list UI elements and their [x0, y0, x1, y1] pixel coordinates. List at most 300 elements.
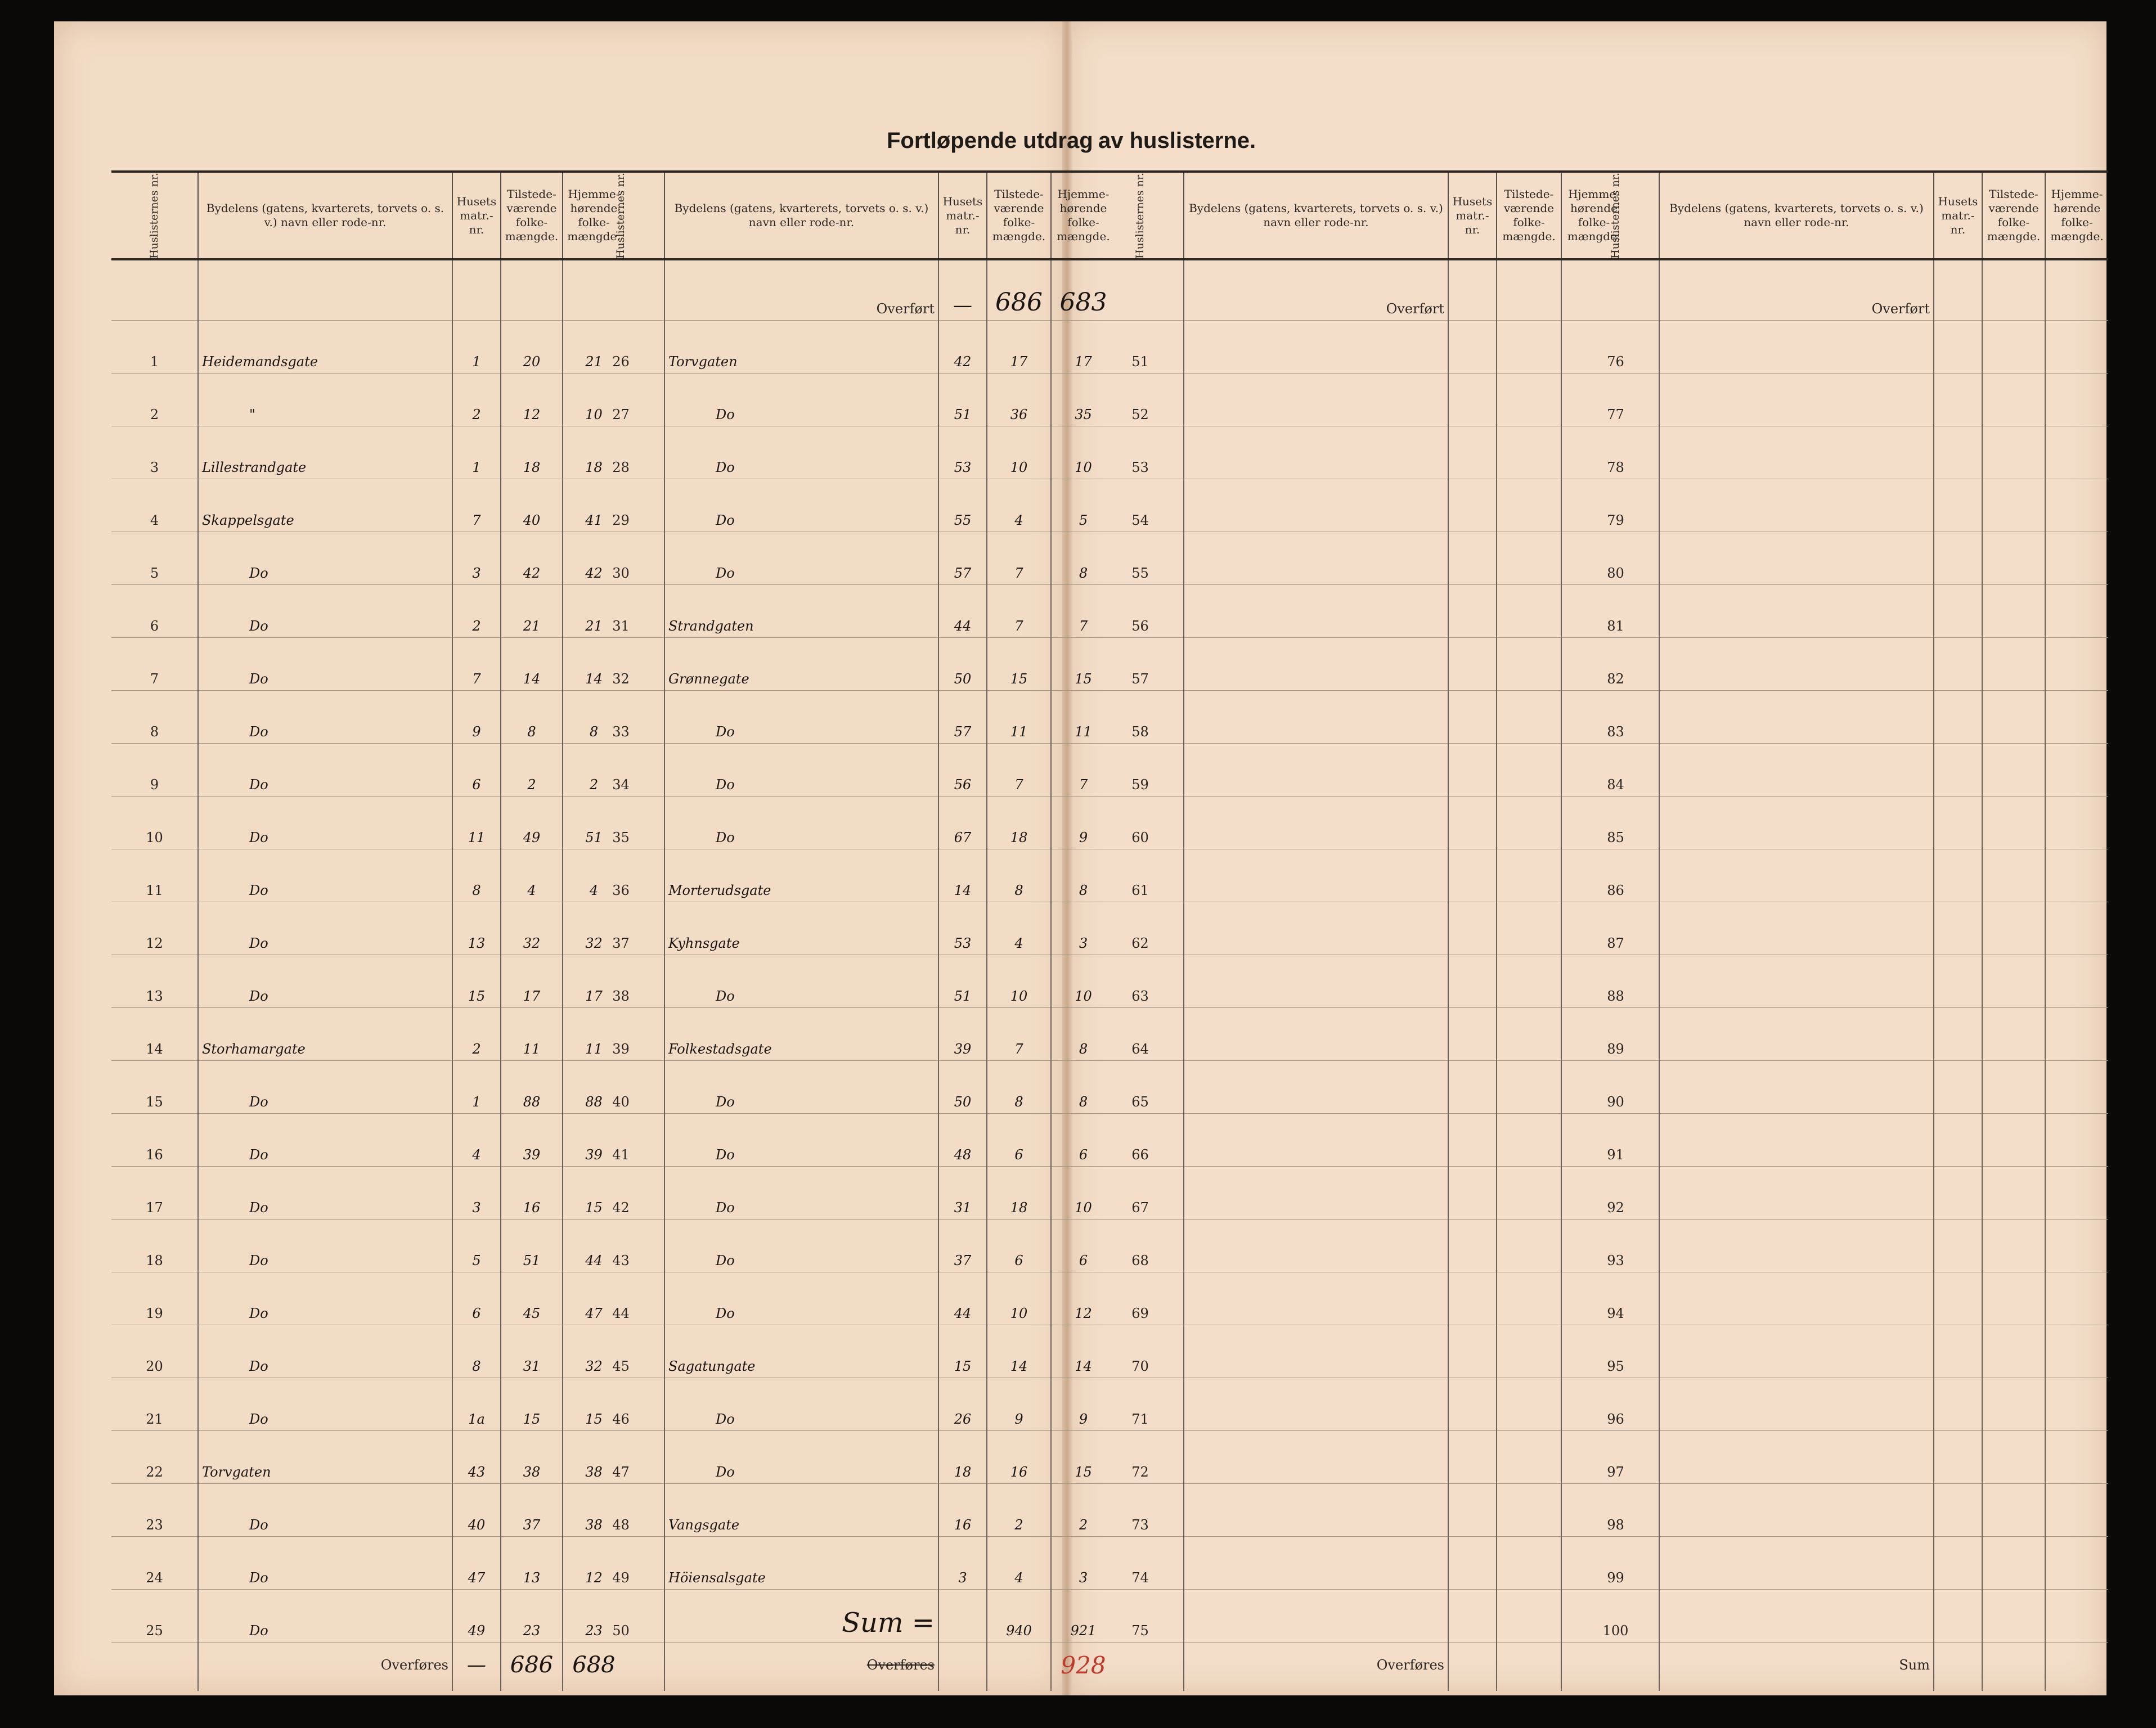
- tilstede-value: 15: [501, 1378, 563, 1431]
- sum-handwritten: Sum =: [664, 1590, 938, 1642]
- matr-number: 67: [938, 796, 987, 849]
- matr-cell: [1448, 1167, 1497, 1220]
- table-row: [1573, 1061, 2108, 1114]
- row-number: 3: [111, 426, 198, 479]
- street-cell: [1184, 744, 1448, 796]
- row-number: 58: [1097, 691, 1184, 744]
- row-number: 49: [578, 1537, 664, 1590]
- street-cell: [1659, 796, 1934, 849]
- street-name: Do: [198, 585, 452, 638]
- matr-number: 7: [452, 479, 501, 532]
- street-cell: [1659, 955, 1934, 1008]
- table-row: [111, 1537, 625, 1590]
- heading-left: Fortløpende utdrag: [887, 128, 1093, 153]
- row-number: 45: [578, 1325, 664, 1378]
- row-number: 66: [1097, 1114, 1184, 1167]
- tilstede-cell: [1982, 1431, 2045, 1484]
- matr-cell: [1448, 1590, 1497, 1642]
- row-number: 89: [1573, 1008, 1659, 1061]
- tilstede-value: 18: [987, 1167, 1051, 1220]
- row-number: 51: [1097, 321, 1184, 374]
- matr-cell: [1934, 1008, 1982, 1061]
- street-cell: [1184, 796, 1448, 849]
- hjemme-cell: [2045, 1272, 2108, 1325]
- hjemme-value: 32: [563, 1325, 625, 1378]
- street-name: Torvgaten: [198, 1431, 452, 1484]
- table-row: [1097, 1378, 1626, 1431]
- table-row: [1573, 1114, 2108, 1167]
- row-number: 16: [111, 1114, 198, 1167]
- tilstede-value: 2: [987, 1484, 1051, 1537]
- row-number: 39: [578, 1008, 664, 1061]
- matr-number: 13: [452, 902, 501, 955]
- hjemme-value: 44: [563, 1220, 625, 1272]
- section-1: [111, 170, 625, 1691]
- heading-right: av huslisterne.: [1098, 128, 1256, 153]
- matr-number: 57: [938, 532, 987, 585]
- row-number: 87: [1573, 902, 1659, 955]
- col-header-nr: Huslisternes nr.: [578, 172, 664, 259]
- row-number: 69: [1097, 1272, 1184, 1325]
- matr-cell: [1448, 374, 1497, 426]
- street-cell: [1659, 691, 1934, 744]
- matr-cell: [1448, 426, 1497, 479]
- street-name: Vangsgate: [664, 1484, 938, 1537]
- hjemme-value: 15: [563, 1378, 625, 1431]
- matr-cell: [1934, 1431, 1982, 1484]
- row-number: 98: [1573, 1484, 1659, 1537]
- tilstede-value: 8: [987, 1061, 1051, 1114]
- tilstede-value: 37: [501, 1484, 563, 1537]
- row-number: 79: [1573, 479, 1659, 532]
- hjemme-value: 11: [563, 1008, 625, 1061]
- row-number: 26: [578, 321, 664, 374]
- matr-cell: [1934, 585, 1982, 638]
- row-number: 19: [111, 1272, 198, 1325]
- street-name: Do: [664, 1114, 938, 1167]
- matr-number: 57: [938, 691, 987, 744]
- hjemme-cell: [2045, 744, 2108, 796]
- hjemme-cell: [2045, 1220, 2108, 1272]
- matr-cell: [1448, 1325, 1497, 1378]
- table-row: [111, 955, 625, 1008]
- tilstede-cell: [1497, 638, 1561, 691]
- tilstede-cell: [1982, 1590, 2045, 1642]
- row-number: 75: [1097, 1590, 1184, 1642]
- tilstede-value: 7: [987, 744, 1051, 796]
- table-row: [1573, 374, 2108, 426]
- row-number: 22: [111, 1431, 198, 1484]
- tilstede-cell: [1982, 1378, 2045, 1431]
- footer-tilstede: 686: [501, 1642, 563, 1691]
- hjemme-value: 2: [563, 744, 625, 796]
- street-name: Do: [664, 1061, 938, 1114]
- hjemme-value: 10: [1051, 426, 1115, 479]
- row-number: 68: [1097, 1220, 1184, 1272]
- street-name: Do: [198, 1061, 452, 1114]
- row-number: 84: [1573, 744, 1659, 796]
- row-number: 65: [1097, 1061, 1184, 1114]
- matr-number: 31: [938, 1167, 987, 1220]
- matr-cell: [1934, 1272, 1982, 1325]
- table-row: [1097, 479, 1626, 532]
- table-row: [1573, 1378, 2108, 1431]
- matr-cell: [1934, 1167, 1982, 1220]
- table-row: [111, 479, 625, 532]
- hjemme-value: 7: [1051, 585, 1115, 638]
- street-name: Do: [198, 955, 452, 1008]
- hjemme-value: 9: [1051, 1378, 1115, 1431]
- street-cell: [1184, 1167, 1448, 1220]
- matr-cell: [1448, 638, 1497, 691]
- row-number: 94: [1573, 1272, 1659, 1325]
- row-number: 93: [1573, 1220, 1659, 1272]
- tilstede-value: 32: [501, 902, 563, 955]
- hjemme-value: 88: [563, 1061, 625, 1114]
- row-number: 59: [1097, 744, 1184, 796]
- matr-number: 3: [452, 532, 501, 585]
- row-number: 29: [578, 479, 664, 532]
- row-number: 36: [578, 849, 664, 902]
- matr-cell: [1934, 902, 1982, 955]
- tilstede-cell: [1982, 532, 2045, 585]
- table-row: [1097, 1431, 1626, 1484]
- row-number: 71: [1097, 1378, 1184, 1431]
- street-cell: [1184, 1431, 1448, 1484]
- hjemme-value: 4: [563, 849, 625, 902]
- table-section-2: [578, 170, 1115, 1691]
- table-row: [578, 849, 1115, 902]
- table-row: [578, 1590, 1115, 1642]
- hjemme-cell: [2045, 1378, 2108, 1431]
- matr-cell: [1934, 1484, 1982, 1537]
- col-header-hjemme: Hjemme-hørende folke-mængde.: [1561, 172, 1626, 259]
- table-row: [1573, 955, 2108, 1008]
- hjemme-value: 8: [1051, 1008, 1115, 1061]
- street-name: Do: [198, 1272, 452, 1325]
- tilstede-value: 36: [987, 374, 1051, 426]
- matr-cell: [1934, 426, 1982, 479]
- table-row: [1097, 1167, 1626, 1220]
- table-row: [578, 796, 1115, 849]
- tilstede-value: 38: [501, 1431, 563, 1484]
- matr-number: 5: [452, 1220, 501, 1272]
- table-row: [1097, 638, 1626, 691]
- hjemme-cell: [2045, 585, 2108, 638]
- matr-cell: [1934, 1114, 1982, 1167]
- section-4: [1573, 170, 2108, 1691]
- tilstede-value: 21: [501, 585, 563, 638]
- tilstede-cell: [1497, 1114, 1561, 1167]
- table-row: [1573, 744, 2108, 796]
- tilstede-cell: [1497, 1484, 1561, 1537]
- matr-cell: [1448, 1114, 1497, 1167]
- tilstede-cell: [1497, 1590, 1561, 1642]
- hjemme-value: 10: [1051, 955, 1115, 1008]
- street-cell: [1659, 585, 1934, 638]
- street-cell: [1659, 1537, 1934, 1590]
- matr-number: 7: [452, 638, 501, 691]
- table-row: [578, 321, 1115, 374]
- matr-number: 48: [938, 1114, 987, 1167]
- matr-number: 51: [938, 955, 987, 1008]
- row-number: 54: [1097, 479, 1184, 532]
- table-row: [578, 1061, 1115, 1114]
- table-row: [111, 902, 625, 955]
- tilstede-value: 11: [987, 691, 1051, 744]
- table-row: [1097, 321, 1626, 374]
- tilstede-cell: [1982, 902, 2045, 955]
- row-number: 8: [111, 691, 198, 744]
- street-name: Do: [664, 374, 938, 426]
- table-row: [1097, 849, 1626, 902]
- matr-number: 39: [938, 1008, 987, 1061]
- row-number: 61: [1097, 849, 1184, 902]
- tilstede-cell: [1497, 1061, 1561, 1114]
- row-number: 100: [1573, 1590, 1659, 1642]
- table-row: [1097, 1484, 1626, 1537]
- row-number: 95: [1573, 1325, 1659, 1378]
- tilstede-value: 4: [987, 1537, 1051, 1590]
- section-2: [578, 170, 1115, 1691]
- matr-number: 56: [938, 744, 987, 796]
- hjemme-value: 2: [1051, 1484, 1115, 1537]
- matr-number: 6: [452, 1272, 501, 1325]
- matr-number: 42: [938, 321, 987, 374]
- street-name: Do: [664, 955, 938, 1008]
- row-number: 85: [1573, 796, 1659, 849]
- table-row: [111, 796, 625, 849]
- tilstede-value: 17: [501, 955, 563, 1008]
- table-row: [1097, 796, 1626, 849]
- street-name: Do: [664, 1378, 938, 1431]
- matr-cell: [1448, 1272, 1497, 1325]
- tilstede-cell: [1497, 585, 1561, 638]
- matr-number: 2: [452, 1008, 501, 1061]
- tilstede-value: 16: [501, 1167, 563, 1220]
- row-number: 33: [578, 691, 664, 744]
- matr-number: 8: [452, 1325, 501, 1378]
- col-header-matr: Husets matr.-nr.: [452, 172, 501, 259]
- matr-number: 11: [452, 796, 501, 849]
- table-row: [1097, 1325, 1626, 1378]
- table-row: [578, 744, 1115, 796]
- table-section-3: [1097, 170, 1626, 1691]
- matr-cell: [1934, 1537, 1982, 1590]
- matr-number: 47: [452, 1537, 501, 1590]
- street-cell: [1659, 479, 1934, 532]
- hjemme-value: 41: [563, 479, 625, 532]
- street-cell: [1659, 1272, 1934, 1325]
- street-name: Lillestrandgate: [198, 426, 452, 479]
- tilstede-cell: [1982, 585, 2045, 638]
- tilstede-value: 39: [501, 1114, 563, 1167]
- matr-cell: [1934, 479, 1982, 532]
- matr-number: 51: [938, 374, 987, 426]
- hjemme-cell: [2045, 374, 2108, 426]
- table-row: [578, 1537, 1115, 1590]
- street-cell: [1659, 1114, 1934, 1167]
- footer-row: [1097, 1642, 1626, 1691]
- matr-number: 1: [452, 426, 501, 479]
- table-row: [111, 849, 625, 902]
- row-number: 31: [578, 585, 664, 638]
- hjemme-value: 32: [563, 902, 625, 955]
- matr-cell: [1448, 321, 1497, 374]
- tilstede-value: 15: [987, 638, 1051, 691]
- table-row: [1573, 902, 2108, 955]
- footer-row: [578, 1642, 1115, 1691]
- matr-cell: [1448, 1008, 1497, 1061]
- row-number: 73: [1097, 1484, 1184, 1537]
- tilstede-cell: [1497, 691, 1561, 744]
- table-row: [578, 902, 1115, 955]
- tilstede-value: 23: [501, 1590, 563, 1642]
- col-header-matr: Husets matr.-nr.: [1934, 172, 1982, 259]
- tilstede-value: 20: [501, 321, 563, 374]
- matr-number: 1: [452, 1061, 501, 1114]
- row-number: 23: [111, 1484, 198, 1537]
- street-cell: [1184, 1114, 1448, 1167]
- hjemme-cell: [2045, 479, 2108, 532]
- matr-cell: [1448, 1220, 1497, 1272]
- matr-number: 53: [938, 426, 987, 479]
- tilstede-cell: [1497, 1431, 1561, 1484]
- street-cell: [1184, 1537, 1448, 1590]
- row-number: 38: [578, 955, 664, 1008]
- matr-cell: [1448, 902, 1497, 955]
- row-number: 78: [1573, 426, 1659, 479]
- section-4-body: [1573, 259, 2108, 1642]
- matr-number: 3: [938, 1537, 987, 1590]
- overfort-label: Overført: [664, 259, 938, 321]
- col-header-tilstede: Tilstede-værende folke-mængde.: [1497, 172, 1561, 259]
- row-number: 25: [111, 1590, 198, 1642]
- tilstede-value: 88: [501, 1061, 563, 1114]
- tilstede-cell: [1497, 1220, 1561, 1272]
- row-number: 83: [1573, 691, 1659, 744]
- row-number: 99: [1573, 1537, 1659, 1590]
- hjemme-cell: [2045, 849, 2108, 902]
- col-header-tilstede: Tilstede-værende folke-mængde.: [1982, 172, 2045, 259]
- row-number: 92: [1573, 1167, 1659, 1220]
- street-cell: [1659, 532, 1934, 585]
- tilstede-cell: [1497, 479, 1561, 532]
- top-row: [578, 259, 1115, 321]
- street-cell: [1659, 902, 1934, 955]
- col-header-bydel: Bydelens (gatens, kvarterets, torvets o. s. v.) navn eller rode-nr.: [1659, 172, 1934, 259]
- street-name: Do: [664, 479, 938, 532]
- tilstede-cell: [1982, 321, 2045, 374]
- row-number: 47: [578, 1431, 664, 1484]
- tilstede-value: 7: [987, 585, 1051, 638]
- table-row: [578, 1378, 1115, 1431]
- matr-number: 40: [452, 1484, 501, 1537]
- hjemme-cell: [2045, 1484, 2108, 1537]
- hjemme-value: 14: [563, 638, 625, 691]
- street-name: Grønnegate: [664, 638, 938, 691]
- tilstede-cell: [1982, 744, 2045, 796]
- street-cell: [1659, 1325, 1934, 1378]
- matr-cell: [1934, 796, 1982, 849]
- hjemme-value: 18: [563, 426, 625, 479]
- col-header-tilstede: Tilstede-værende folke-mængde.: [987, 172, 1051, 259]
- matr-cell: [1448, 1431, 1497, 1484]
- tilstede-value: 11: [501, 1008, 563, 1061]
- row-number: 17: [111, 1167, 198, 1220]
- row-number: 37: [578, 902, 664, 955]
- row-number: 41: [578, 1114, 664, 1167]
- table-row: [1097, 1272, 1626, 1325]
- row-number: 72: [1097, 1431, 1184, 1484]
- col-header-tilstede: Tilstede-værende folke-mængde.: [501, 172, 563, 259]
- row-number: 53: [1097, 426, 1184, 479]
- street-name: Do: [198, 638, 452, 691]
- row-number: 74: [1097, 1537, 1184, 1590]
- matr-cell: [1934, 638, 1982, 691]
- table-row: [111, 638, 625, 691]
- col-header-nr: Huslisternes nr.: [111, 172, 198, 259]
- street-cell: [1659, 1167, 1934, 1220]
- matr-cell: [1448, 796, 1497, 849]
- overfores-label: Overføres: [198, 1642, 452, 1691]
- street-cell: [1659, 1061, 1934, 1114]
- table-row: [1097, 744, 1626, 796]
- street-name: Do: [664, 1167, 938, 1220]
- tilstede-cell: [1497, 532, 1561, 585]
- table-row: [111, 1008, 625, 1061]
- row-number: 48: [578, 1484, 664, 1537]
- street-name: Höiensalsgate: [664, 1537, 938, 1590]
- street-name: Do: [664, 744, 938, 796]
- hjemme-value: 47: [563, 1272, 625, 1325]
- row-number: 91: [1573, 1114, 1659, 1167]
- street-name: Sagatungate: [664, 1325, 938, 1378]
- matr-number: 15: [452, 955, 501, 1008]
- table-row: [578, 479, 1115, 532]
- table-row: [578, 691, 1115, 744]
- col-header-hjemme: Hjemme-hørende folke-mængde.: [2045, 172, 2108, 259]
- matr-cell: [1934, 1061, 1982, 1114]
- table-row: [111, 585, 625, 638]
- street-cell: [1184, 1590, 1448, 1642]
- table-row: [1097, 1061, 1626, 1114]
- tilstede-value: 8: [501, 691, 563, 744]
- table-row: [111, 532, 625, 585]
- matr-cell: [1934, 1378, 1982, 1431]
- table-row: [1573, 638, 2108, 691]
- table-row: [578, 1325, 1115, 1378]
- row-number: 67: [1097, 1167, 1184, 1220]
- table-row: [111, 321, 625, 374]
- tilstede-cell: [1497, 374, 1561, 426]
- hjemme-cell: [2045, 1167, 2108, 1220]
- row-number: 77: [1573, 374, 1659, 426]
- row-number: 6: [111, 585, 198, 638]
- overfores-label: Overføres: [1184, 1642, 1448, 1691]
- street-name: Do: [198, 1220, 452, 1272]
- row-number: 21: [111, 1378, 198, 1431]
- hjemme-value: 51: [563, 796, 625, 849]
- street-cell: [1659, 374, 1934, 426]
- tilstede-cell: [1982, 426, 2045, 479]
- row-number: 24: [111, 1537, 198, 1590]
- street-cell: [1184, 1378, 1448, 1431]
- street-name: Do: [664, 1272, 938, 1325]
- row-number: 12: [111, 902, 198, 955]
- table-row: [578, 374, 1115, 426]
- col-header-hjemme: Hjemme-hørende folke-mængde.: [1051, 172, 1115, 259]
